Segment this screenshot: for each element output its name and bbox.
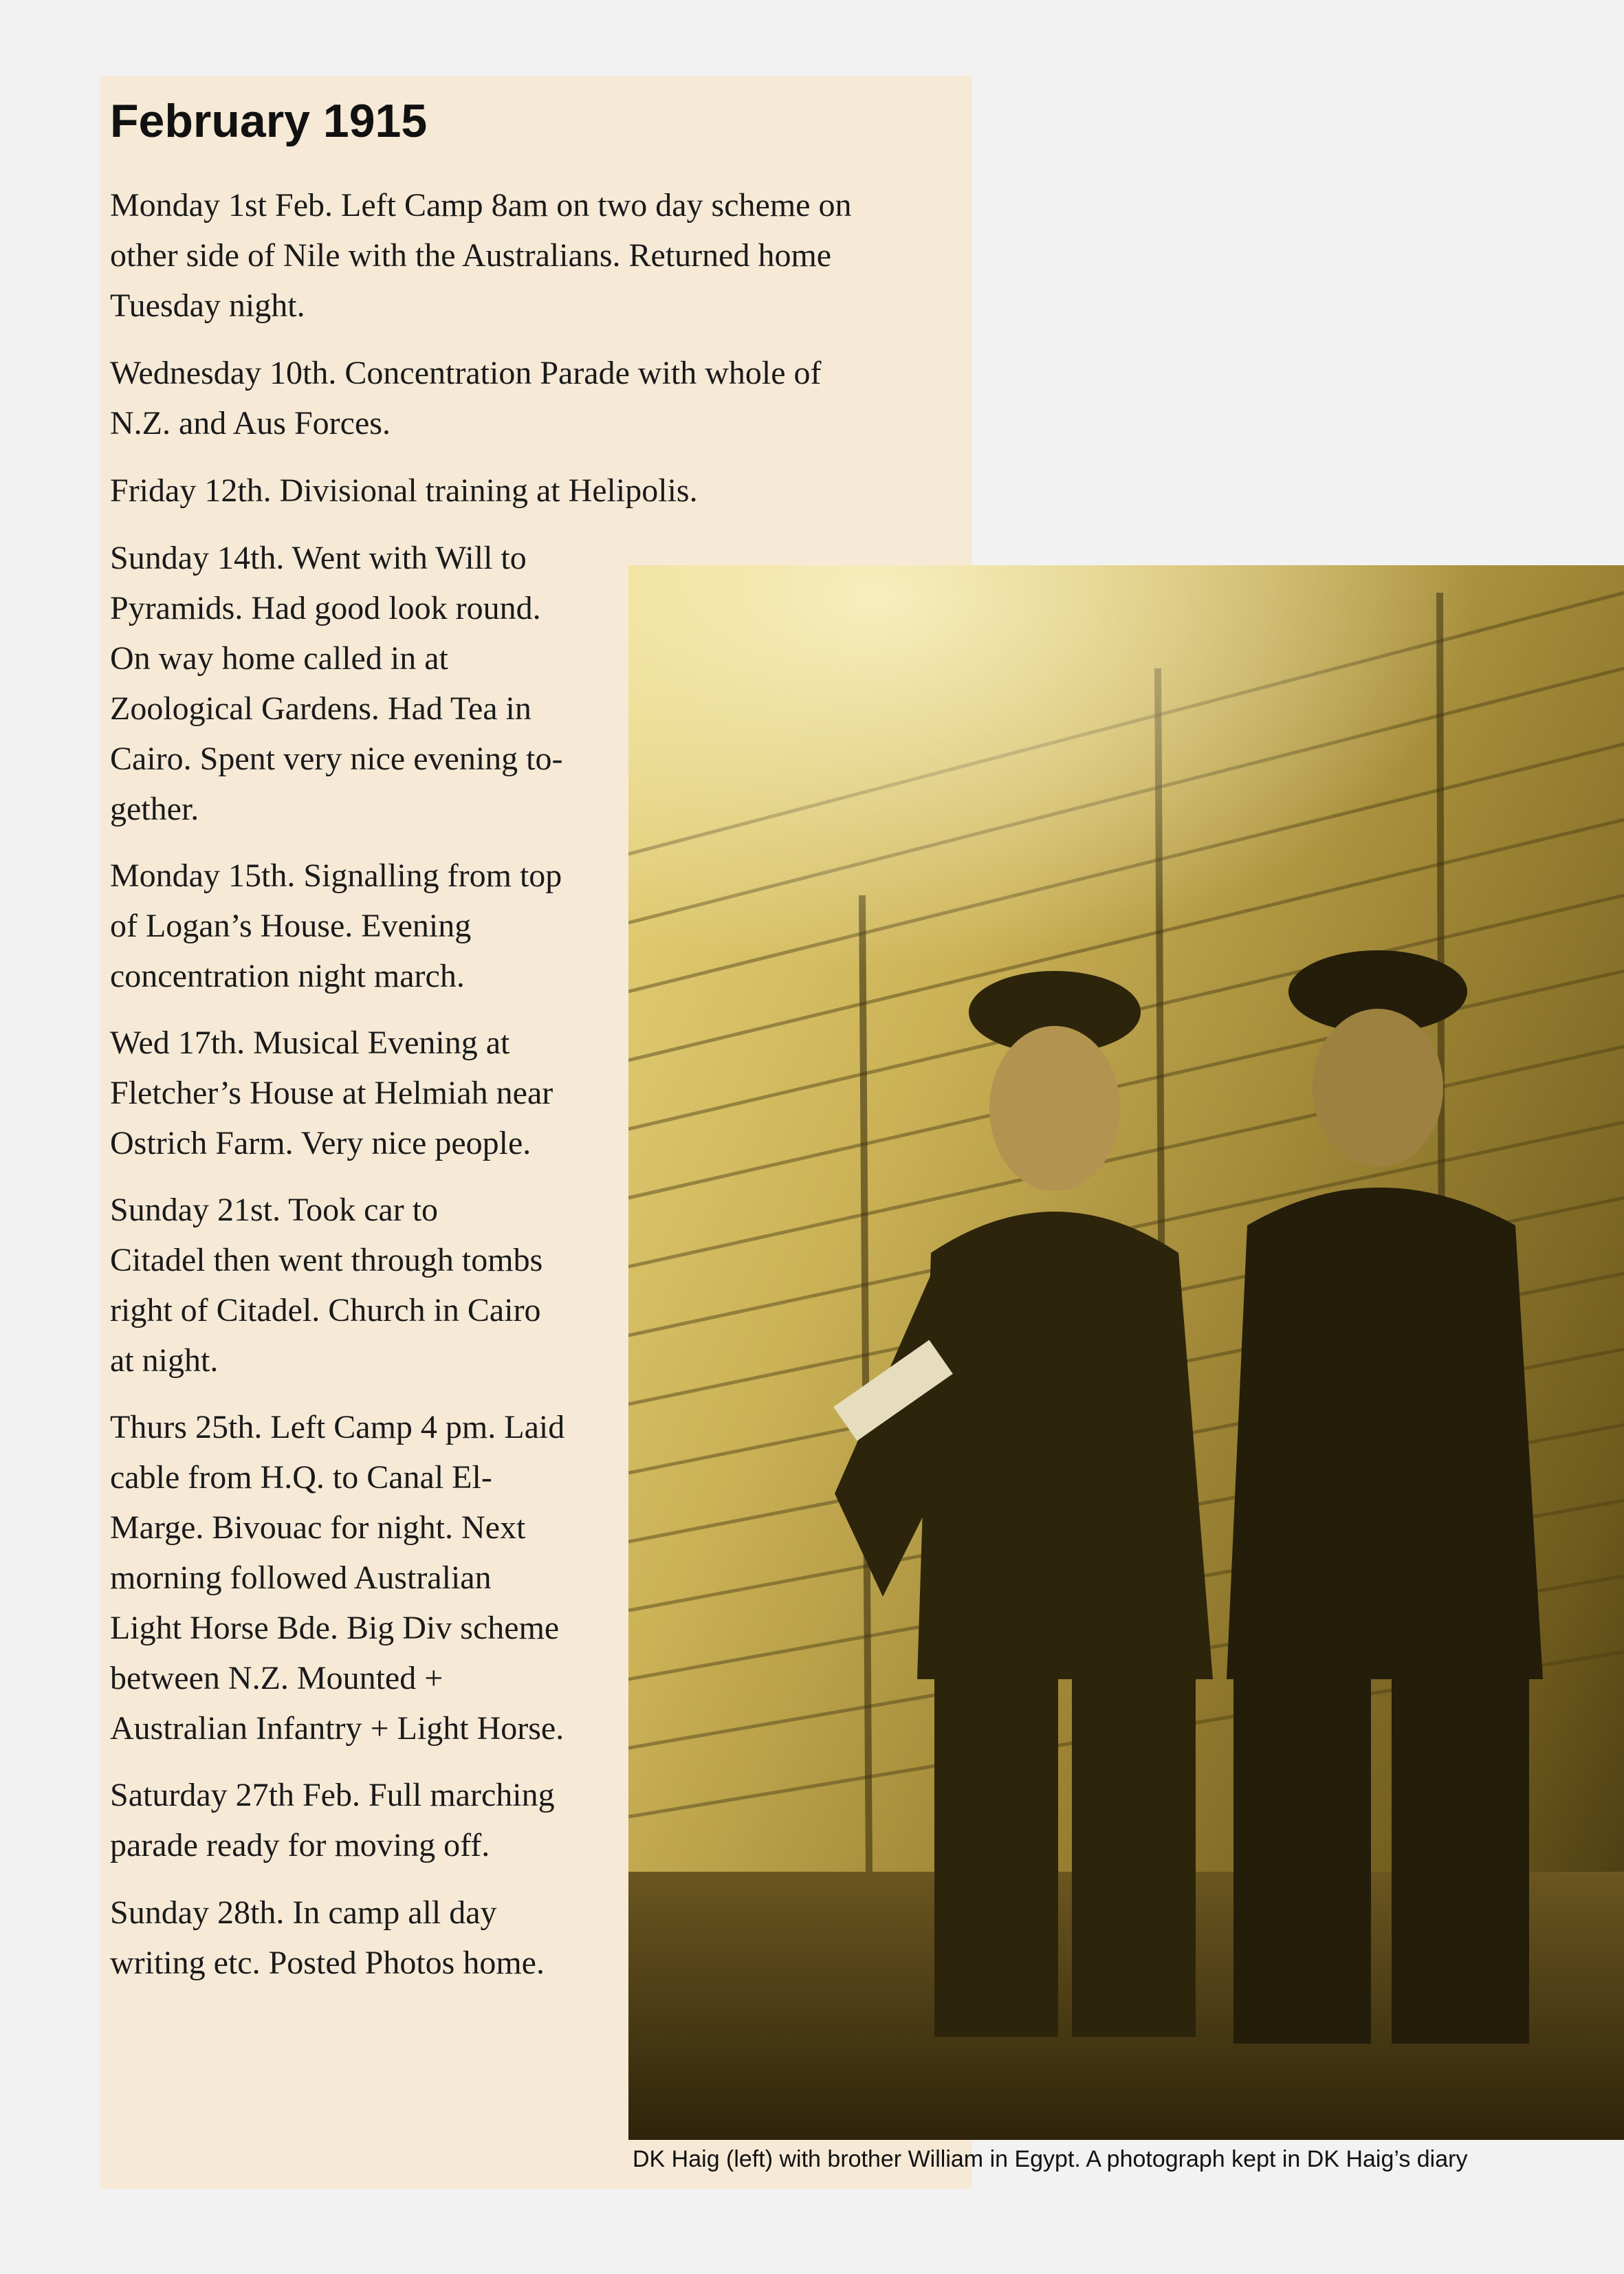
diary-entry	[110, 180, 851, 331]
entry-line: Tuesday night.	[110, 287, 305, 324]
entry-line: Citadel then went through tombs	[110, 1242, 543, 1278]
entry-line: Australian Infantry + Light Horse.	[110, 1710, 564, 1747]
entry-line: Fletcher’s House at Helmiah near	[110, 1075, 553, 1111]
entry-line: N.Z. and Aus Forces.	[110, 405, 391, 441]
photo-illustration	[628, 565, 1624, 2140]
diary-entry	[110, 1888, 545, 1988]
entry-line: cable from H.Q. to Canal El-	[110, 1459, 492, 1496]
diary-entry	[110, 466, 698, 516]
diary-entry	[110, 1770, 555, 1870]
entry-line: Monday 1st Feb. Left Camp 8am on two day scheme on	[110, 187, 852, 223]
entry-line: of Logan’s House. Evening	[110, 908, 472, 944]
entry-line: concentration night march.	[110, 958, 465, 994]
entry-line: Sunday 28th. In camp all day	[110, 1894, 497, 1931]
entry-line: parade ready for moving off.	[110, 1827, 490, 1863]
entry-line: other side of Nile with the Australians. Returned home	[110, 237, 832, 274]
entry-line: Friday 12th. Divisional training at Helipolis.	[110, 472, 698, 509]
entry-line: gether.	[110, 791, 199, 827]
entry-line: between N.Z. Mounted +	[110, 1660, 443, 1696]
entry-line: Saturday 27th Feb. Full marching	[110, 1777, 555, 1813]
entry-line: On way home called in at	[110, 640, 448, 677]
page-title: February 1915	[110, 95, 428, 147]
entry-line: Ostrich Farm. Very nice people.	[110, 1125, 531, 1161]
entry-line: morning followed Australian	[110, 1560, 492, 1596]
diary-entry	[110, 348, 822, 448]
entry-line: Monday 15th. Signalling from top	[110, 857, 562, 894]
entry-line: Thurs 25th. Left Camp 4 pm. Laid	[110, 1409, 565, 1445]
diary-entry	[110, 1185, 542, 1386]
entry-line: Sunday 14th. Went with Will to	[110, 540, 527, 576]
entry-line: Marge. Bivouac for night. Next	[110, 1509, 526, 1546]
diary-entry	[110, 533, 562, 834]
entry-line: right of Citadel. Church in Cairo	[110, 1292, 541, 1329]
entry-line: Zoological Gardens. Had Tea in	[110, 690, 531, 727]
entry-line: Wed 17th. Musical Evening at	[110, 1025, 510, 1061]
photo-caption: DK Haig (left) with brother William in Egypt. A photograph kept in DK Haig’s diary	[633, 2146, 1468, 2172]
entry-line: Sunday 21st. Took car to	[110, 1192, 439, 1228]
entry-line: at night.	[110, 1342, 219, 1379]
diary-entry	[110, 1018, 553, 1168]
entry-line: Cairo. Spent very nice evening to-	[110, 741, 563, 777]
entry-line: Light Horse Bde. Big Div scheme	[110, 1610, 560, 1646]
sepia-photograph	[628, 565, 1624, 2140]
entry-line: Pyramids. Had good look round.	[110, 590, 541, 626]
diary-entry	[110, 851, 562, 1001]
diary-entry	[110, 1402, 564, 1753]
entry-line: Wednesday 10th. Concentration Parade with whole of	[110, 355, 822, 391]
entry-line: writing etc. Posted Photos home.	[110, 1945, 545, 1981]
